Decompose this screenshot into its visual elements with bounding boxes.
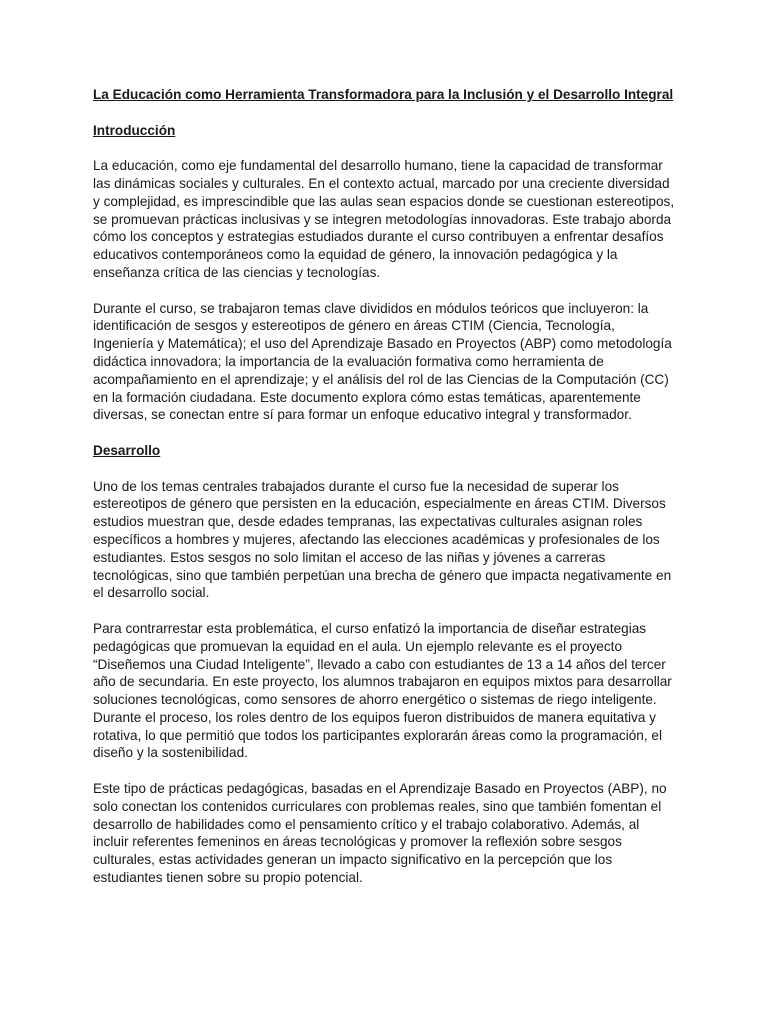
intro-paragraph-2: Durante el curso, se trabajaron temas clave divididos en módulos teóricos que incluyeron: la identificación de sesgos y estereotipos de género en áreas CTIM (Ciencia, Tecnología, Ingeniería y Matemática); el uso del Aprendizaje Basado en Proyectos (ABP) como metodología didáctica innovadora; la importancia de la evaluación formativa como herramienta de acompañamiento en el aprendizaje; y el análisis del rol de las Ciencias de la Computación (CC) en la formación ciudadana. Este documento explora cómo estas temáticas, aparentemente diversas, se conectan entre sí para formar un enfoque educativo integral y transformador.: [93, 300, 672, 423]
development-paragraph-1: Uno de los temas centrales trabajados durante el curso fue la necesidad de superar los estereotipos de género que persisten en la educación, especialmente en áreas CTIM. Diversos estudios muestran que, desde edades tempranas, las expectativas culturales asignan roles específicos a hombres y mujeres, afectando las elecciones académicas y profesionales de los estudiantes. Estos sesgos no solo limitan el acceso de las niñas y jóvenes a carreras tecnológicas, sino que también perpetúan una brecha de género que impacta negativamente en el desarrollo social.: [93, 478, 672, 601]
development-paragraph-3: Este tipo de prácticas pedagógicas, basadas en el Aprendizaje Basado en Proyectos (ABP), no solo conectan los contenidos curriculares con problemas reales, sino que también fomentan el desarrollo de habilidades como el pensamiento crítico y el trabajo colaborativo. Además, al incluir referentes femeninos en áreas tecnológicas y promover la reflexión sobre sesgos culturales, estas actividades generan un impacto significativo en la percepción que los estudiantes tienen sobre su propio potencial.: [93, 781, 667, 886]
document-title: La Educación como Herramienta Transformadora para la Inclusión y el Desarrollo Integral: [93, 87, 674, 102]
document-page: [93, 86, 675, 905]
development-heading: Desarrollo: [93, 442, 161, 458]
intro-paragraph-1: La educación, como eje fundamental del desarrollo humano, tiene la capacidad de transformar las dinámicas sociales y culturales. En el contexto actual, marcado por una creciente diversidad y complejidad, es imprescindible que las aulas sean espacios donde se cuestionan estereotipos, se promuevan prácticas inclusivas y se integren metodologías innovadoras. Este trabajo aborda cómo los conceptos y estrategias estudiados durante el curso contribuyen a enfrentar desafíos educativos contemporáneos como la equidad de género, la innovación pedagógica y la enseñanza crítica de las ciencias y tecnologías.: [93, 158, 675, 280]
intro-heading: Introducción: [93, 122, 176, 138]
development-paragraph-2: Para contrarrestar esta problemática, el curso enfatizó la importancia de diseñar estrategias pedagógicas que promuevan la equidad en el aula. Un ejemplo relevante es el proyecto “Diseñemos una Ciudad Inteligente”, llevado a cabo con estudiantes de 13 a 14 años del tercer año de secundaria. En este proyecto, los alumnos trabajaron en equipos mixtos para desarrollar soluciones tecnológicas, como sensores de ahorro energético o sistemas de riego inteligente. Durante el proceso, los roles dentro de los equipos fueron distribuidos de manera equitativa y rotativa, lo que permitió que todos los participantes explorarán áreas como la programación, el diseño y la sostenibilidad.: [93, 620, 672, 761]
